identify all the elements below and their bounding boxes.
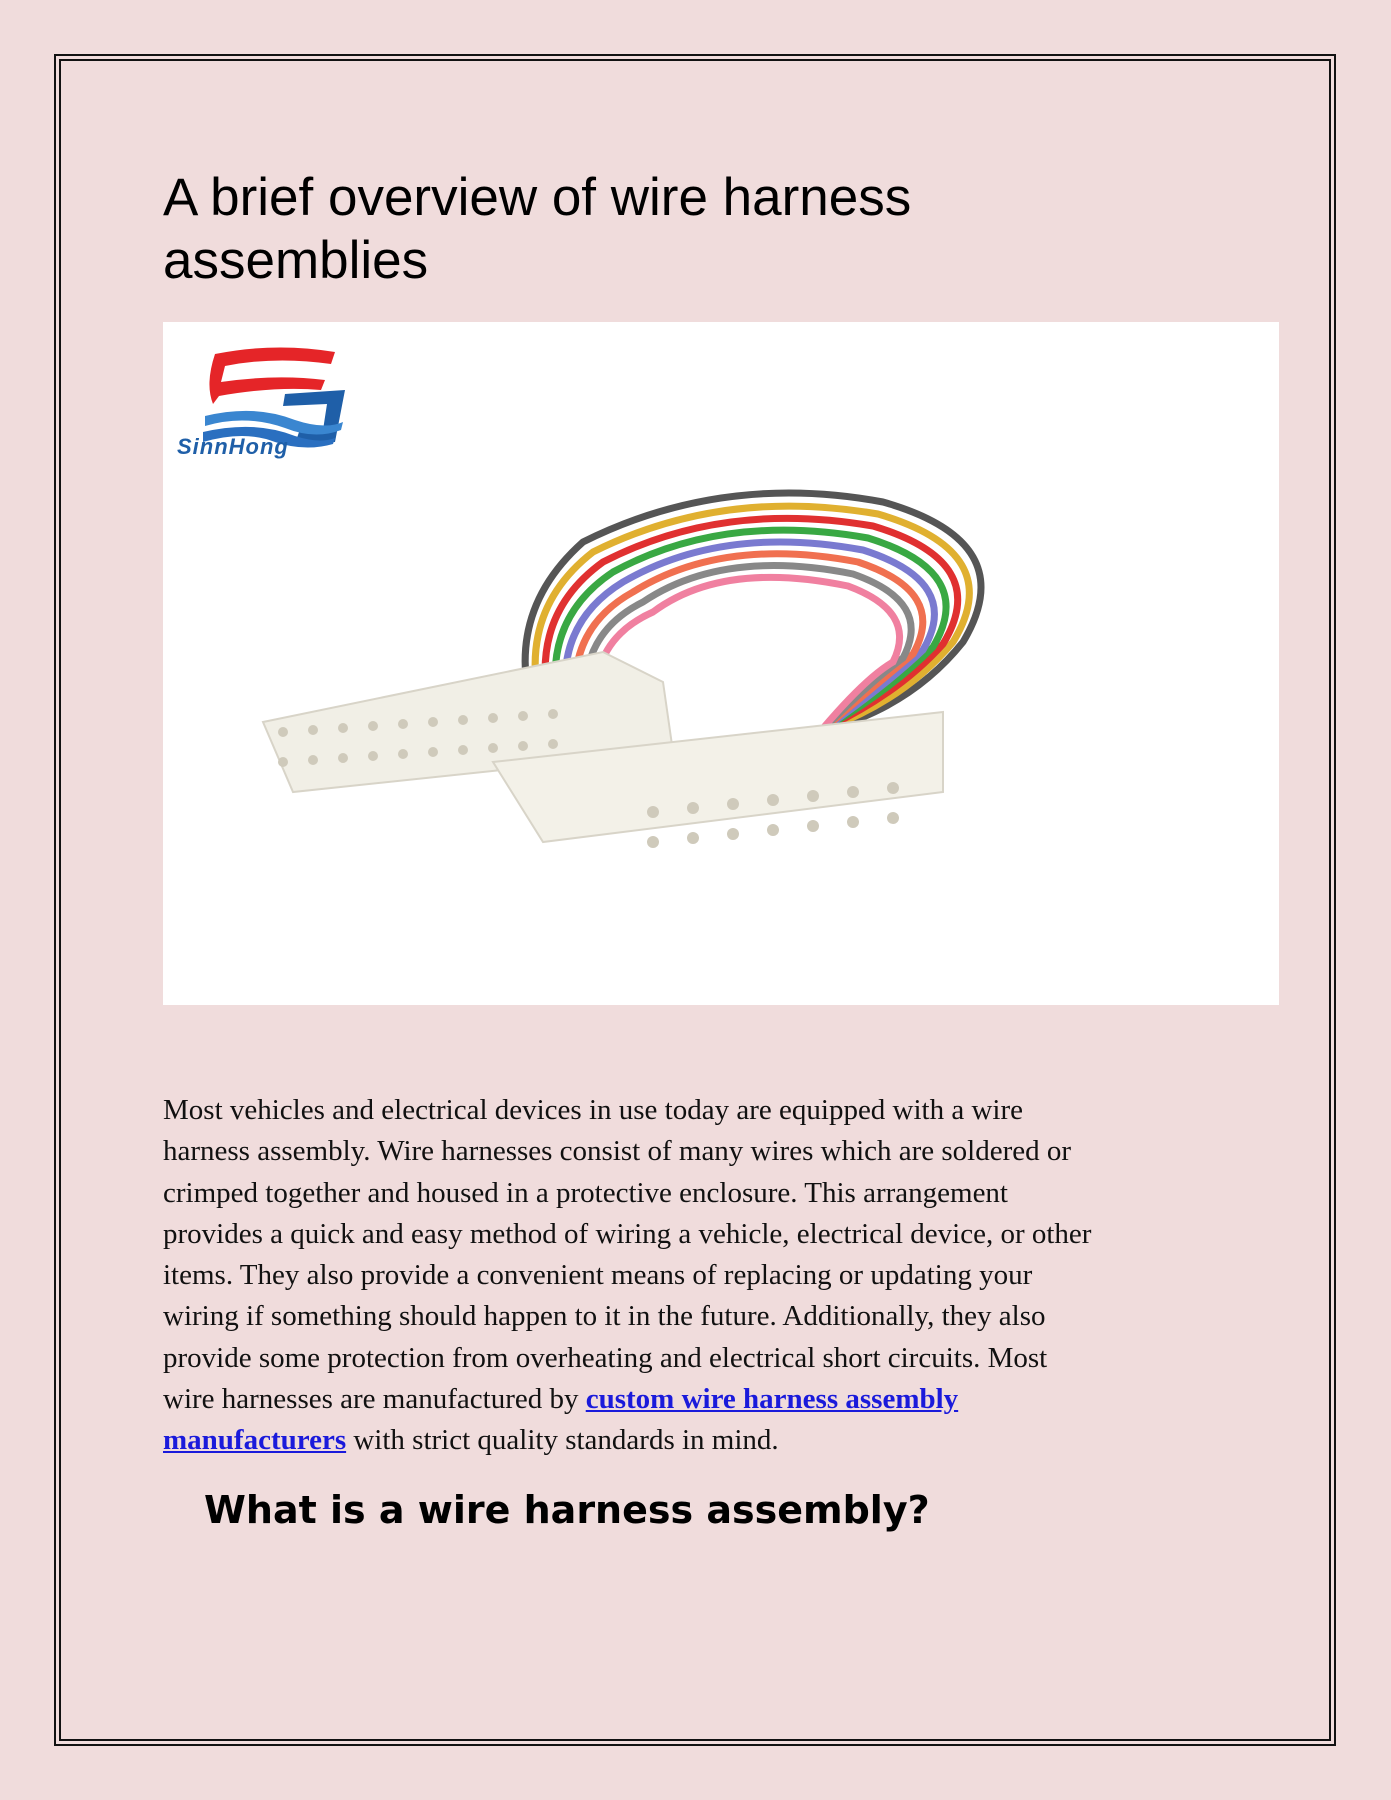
- intro-paragraph: [163, 1090, 1243, 1462]
- paragraph-line: harness assembly. Wire harnesses consist of many wires which are soldered or: [163, 1135, 1072, 1168]
- manufacturers-link-continued[interactable]: manufacturers: [163, 1424, 347, 1457]
- paragraph-line: items. They also provide a convenient means of replacing or updating your: [163, 1259, 1033, 1292]
- paragraph-line: Most vehicles and electrical devices in use today are equipped with a wire: [163, 1094, 1024, 1126]
- paragraph-line: provide some protection from overheating and electrical short circuits. Most: [163, 1341, 1048, 1374]
- paragraph-line: crimped together and housed in a protective enclosure. This arrangement: [163, 1176, 1008, 1209]
- paragraph-line: provides a quick and easy method of wiring a vehicle, electrical device, or other: [163, 1217, 1092, 1250]
- logo-text: SinnHong: [177, 434, 289, 459]
- manufacturers-link[interactable]: custom wire harness assembly: [585, 1383, 959, 1416]
- section-heading: What is a wire harness assembly?: [204, 1488, 930, 1532]
- wire-harness-image: [163, 322, 1279, 1005]
- paragraph-text: wire harnesses are manufactured by: [163, 1383, 586, 1416]
- harness-photo: [163, 322, 1279, 1005]
- paragraph-text: with strict quality standards in mind.: [346, 1424, 779, 1457]
- paragraph-line: [163, 1379, 1243, 1420]
- paragraph-line: [163, 1420, 1243, 1461]
- document-title: A brief overview of wire harness assemblies: [163, 168, 912, 290]
- paragraph-line: wiring if something should happen to it in the future. Additionally, they also: [163, 1300, 1046, 1333]
